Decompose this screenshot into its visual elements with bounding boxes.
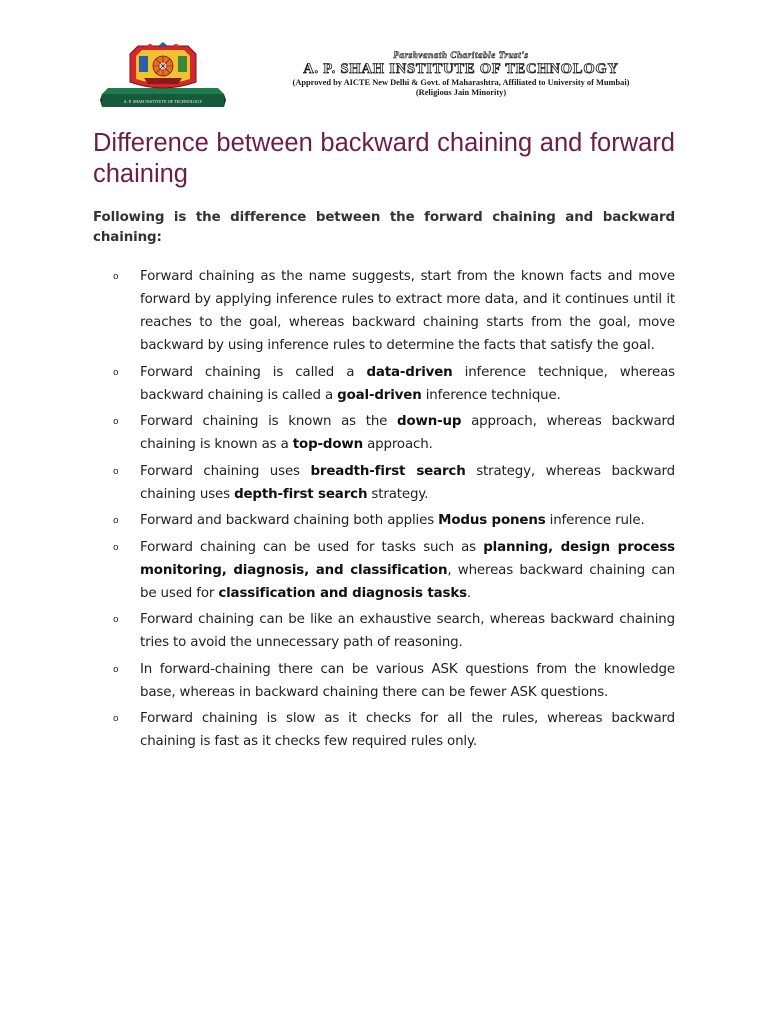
- page-title: Difference between backward chaining and forward chaining: [93, 129, 675, 188]
- bullet-icon: o: [113, 516, 119, 526]
- list-item: [93, 265, 675, 357]
- bold-term: depth-first search: [234, 486, 368, 502]
- list-item-text: Forward chaining is slow as it checks for all the rules, whereas backward chaining is fast as it checks few required rules only.: [140, 711, 675, 749]
- bold-term: breadth-first search: [310, 463, 466, 479]
- bold-term: classification and diagnosis tasks: [218, 585, 467, 601]
- list-item-text: In forward-chaining there can be various ASK questions from the knowledge base, whereas in backward chaining there can be fewer ASK questions.: [140, 661, 675, 700]
- bullet-icon: o: [113, 272, 119, 282]
- intro-paragraph: Following is the difference between the forward chaining and backward chaining:: [93, 210, 675, 245]
- bold-term: top-down: [292, 437, 363, 452]
- bold-term: goal-driven: [337, 387, 422, 403]
- list-item-text: inference rule.: [545, 513, 645, 528]
- list-item: [93, 707, 675, 753]
- list-item-text: strategy.: [367, 486, 429, 502]
- list-item-text: Forward chaining can be like an exhaustive search, whereas backward chaining tries to avoid the unnecessary path of reasoning.: [140, 612, 675, 650]
- bold-term: data-driven: [366, 364, 453, 380]
- list-item: [93, 460, 675, 506]
- institute-header: [96, 40, 676, 112]
- list-item-text: , whereas backward chaining can be used for: [140, 562, 676, 601]
- list-item: [93, 509, 675, 532]
- list-item-text: approach.: [363, 437, 433, 452]
- bullet-icon: o: [113, 542, 119, 553]
- approval-line: (Approved by AICTE New Delhi & Govt. of Maharashtra, Affiliated to University of Mumbai): [292, 78, 630, 87]
- list-item: [93, 410, 675, 456]
- difference-list: [93, 265, 675, 757]
- logo-caption: A. P. SHAH INSTITUTE OF TECHNOLOGY: [123, 99, 203, 104]
- list-item: [93, 536, 675, 605]
- list-item: [93, 658, 675, 704]
- list-item-text: .: [466, 585, 472, 601]
- list-item-text: inference technique, whereas backward chaining is called a: [140, 364, 675, 403]
- list-item-text: inference technique.: [421, 387, 561, 403]
- list-item: [93, 608, 675, 654]
- bullet-icon: o: [113, 417, 119, 427]
- bold-term: planning, design process monitoring, diagnosis, and classification: [140, 539, 675, 578]
- list-item-text: approach, whereas backward chaining is known as a: [140, 414, 675, 452]
- list-item-text: Forward chaining is called a: [140, 364, 367, 380]
- bullet-icon: o: [113, 466, 119, 477]
- list-item-text: Forward chaining is known as the: [140, 414, 398, 429]
- list-item-text: Forward and backward chaining both applies: [140, 513, 439, 528]
- list-item-text: Forward chaining can be used for tasks such as: [140, 539, 484, 555]
- bold-term: Modus ponens: [438, 513, 546, 528]
- list-item: [93, 361, 675, 407]
- minority-line: (Religious Jain Minority): [415, 88, 507, 97]
- bold-term: down-up: [397, 414, 462, 429]
- bullet-icon: o: [113, 664, 119, 675]
- institute-logo: [100, 42, 226, 108]
- bullet-icon: o: [113, 615, 119, 625]
- list-item-text: strategy, whereas backward chaining uses: [140, 463, 675, 502]
- institute-name: A. P. SHAH INSTITUTE OF TECHNOLOGY: [303, 61, 619, 77]
- institute-banner: [246, 50, 676, 102]
- bullet-icon: o: [113, 714, 119, 724]
- trust-name: Parshvanath Charitable Trust's: [393, 50, 529, 60]
- list-item-text: Forward chaining uses: [140, 463, 311, 479]
- bullet-icon: o: [113, 367, 119, 378]
- list-item-text: Forward chaining as the name suggests, start from the known facts and move forward by applying inference rules to extract more data, and it continues until it reaches to the goal, whereas backward chaining starts from the goal, move backward by using inference rules to determine the facts that satisfy the goal.: [140, 269, 675, 353]
